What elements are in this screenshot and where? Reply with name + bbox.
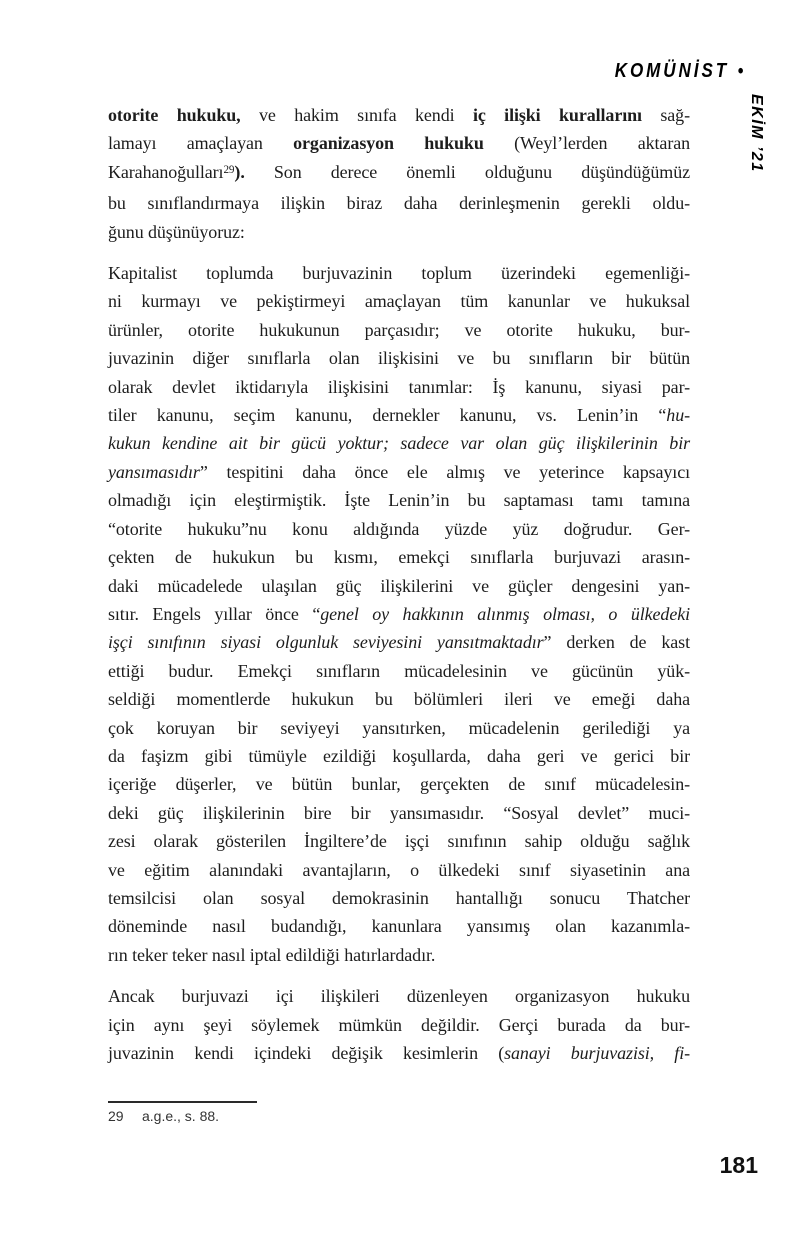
text-line: da faşizm gibi tümüyle ezildiği koşullarda, daha geri ve gerici bir	[108, 745, 690, 766]
paragraph	[108, 101, 690, 246]
footnote-text: a.g.e., s. 88.	[142, 1108, 220, 1124]
text-line: Karahanoğulları$^{29}$). Son derece önemli olduğunu düşündüğümüz	[108, 161, 690, 182]
text-line: “otorite hukuku”nu konu aldığında yüzde yüz doğrudur. Ger-	[108, 518, 690, 539]
text-line: döneminde nasıl budandığı, kanunlara yansımış olan kazanımla-	[108, 916, 690, 937]
text-line: rın teker teker nasıl iptal edildiği hatırlardadır.	[108, 944, 436, 965]
text-line: seldiği momentlerde hukukun bu bölümleri ileri ve emeği daha	[108, 689, 690, 710]
footnote	[108, 1108, 219, 1124]
footnote-rule	[108, 1101, 257, 1103]
text-line: ve eğitim alanındaki avantajların, o ülkedeki sınıf siyasetinin ana	[108, 859, 690, 880]
paragraph	[108, 982, 690, 1067]
text-line: kukun kendine ait bir gücü yoktur; sadece var olan güç ilişkilerinin bir	[108, 433, 690, 454]
paragraph	[108, 259, 690, 969]
text-line: Ancak burjuvazi içi ilişkileri düzenleyen organizasyon hukuku	[108, 986, 690, 1007]
footnote-number: 29	[108, 1108, 124, 1124]
text-line: içeriğe düşerler, ve bütün bunlar, gerçekten de sınıf mücadelesin-	[108, 774, 690, 795]
journal-title: KOMÜNİST	[614, 60, 729, 82]
body-text	[108, 101, 690, 1067]
text-line: sıtır. Engels yıllar önce “genel oy hakkının alınmış olması, o ülkedeki	[108, 603, 690, 624]
text-line: çekten de hukukun bu kısmı, emekçi sınıflarla burjuvazi arasın-	[108, 547, 690, 568]
text-line: juvazinin kendi içindeki değişik kesimlerin (sanayi burjuvazisi, fi-	[108, 1043, 690, 1063]
text-line: otorite hukuku, ve hakim sınıfa kendi iç ilişki kurallarını sağ-	[108, 105, 690, 125]
text-line: ni kurmayı ve pekiştirmeyi amaçlayan tüm kanunlar ve hukuksal	[108, 291, 690, 312]
text-line: daki mücadelede ulaşılan güç ilişkilerini ve güçler dengesini yan-	[108, 575, 690, 596]
text-line: ürünler, otorite hukukunun parçasıdır; ve otorite hukuku, bur-	[108, 319, 690, 340]
text-line: lamayı amaçlayan organizasyon hukuku (Weyl’lerden aktaran	[108, 133, 691, 154]
text-line: işçi sınıfının siyasi olgunluk seviyesini yansıtmaktadır” derken de kast	[108, 632, 690, 653]
text-line: bu sınıflandırmaya ilişkin biraz daha derinleşmenin gerekli oldu-	[108, 193, 690, 214]
text-line: temsilcisi olan sosyal demokrasinin hantallığı sonucu Thatcher	[108, 887, 690, 908]
text-line: ğunu düşünüyoruz:	[108, 221, 245, 242]
text-line: juvazinin diğer sınıflarla olan ilişkisini ve bu sınıfların bir bütün	[108, 348, 690, 369]
page-number: 181	[719, 1152, 758, 1178]
text-line: tiler kanunu, seçim kanunu, dernekler kanunu, vs. Lenin’in “hu-	[108, 405, 690, 426]
text-line: Kapitalist toplumda burjuvazinin toplum üzerindeki egemenliği-	[108, 263, 690, 284]
text-line: çok koruyan bir seviyeyi yansıtırken, mücadelenin gerilediği ya	[108, 717, 690, 738]
journal-header	[614, 60, 743, 83]
header-bullet-icon: •	[737, 60, 743, 82]
text-line: zesi olarak gösterilen İngiltere’de işçi sınıfının sahip olduğu sağlık	[108, 831, 690, 852]
text-line: deki güç ilişkilerinin bire bir yansımasıdır. “Sosyal devlet” muci-	[108, 802, 690, 823]
text-line: ettiği budur. Emekçi sınıfların mücadelesinin ve gücünün yük-	[108, 660, 690, 681]
text-line: yansımasıdır” tespitini daha önce ele almış ve yeterince kapsayıcı	[108, 461, 690, 482]
text-line: için aynı şeyi söylemek mümkün değildir. Gerçi burada da bur-	[108, 1014, 690, 1035]
text-line: olarak devlet iktidarıyla ilişkisini tanımlar: İş kanunu, siyasi par-	[108, 376, 690, 397]
text-line: olmadığı için eleştirmiştik. İşte Lenin’in bu saptaması tamı tamına	[108, 490, 690, 511]
issue-label: EKİM ’21	[748, 94, 765, 173]
